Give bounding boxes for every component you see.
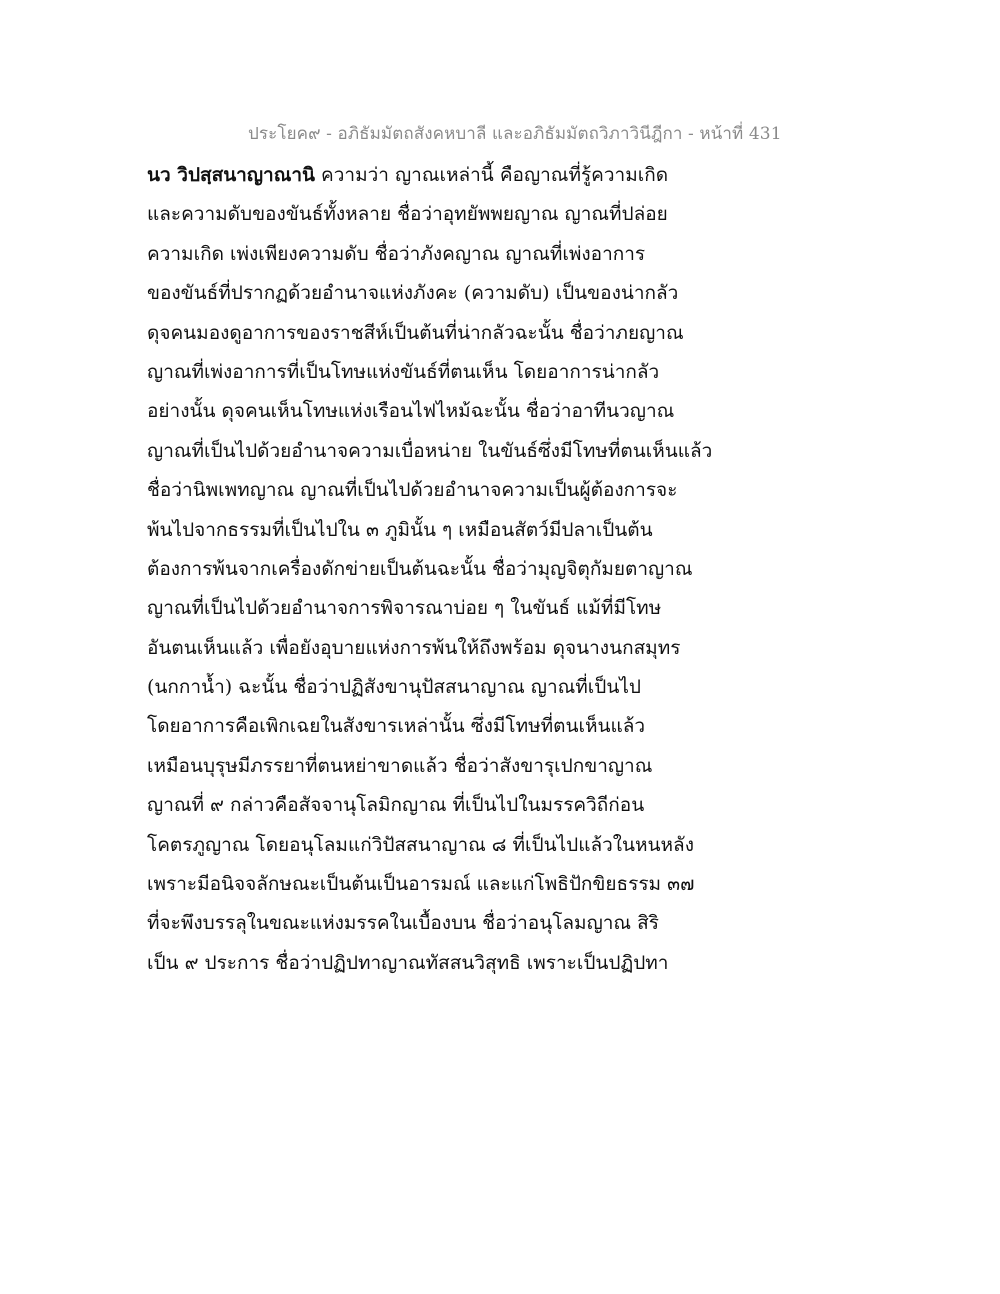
text-line: (นกกาน้ำ) ฉะนั้น ชื่อว่าปฏิสังขานุปัสสนาญาณ ญาณที่เป็นไป — [147, 676, 641, 699]
text-line: อย่างนั้น ดุจคนเห็นโทษแห่งเรือนไฟไหม้ฉะนั้น ชื่อว่าอาทีนวญาณ — [147, 400, 675, 423]
text-line: อันตนเห็นแล้ว เพื่อยังอุบายแห่งการพ้นให้ถึงพร้อม ดุจนางนกสมุทร — [147, 636, 681, 659]
text-line: และความดับของขันธ์ทั้งหลาย ชื่อว่าอุทยัพพยญาณ ญาณที่ปล่อย — [147, 203, 668, 226]
text-line: โดยอาการคือเพิกเฉยในสังขารเหล่านั้น ซึ่งมีโทษที่ตนเห็นแล้ว — [147, 715, 646, 738]
text-line: ดุจคนมองดูอาการของราชสีห์เป็นต้นที่น่ากลัวฉะนั้น ชื่อว่าภยญาณ — [147, 321, 684, 344]
text-line: ญาณที่ ๙ กล่าวคือสัจจานุโลมิกญาณ ที่เป็นไปในมรรควิถีก่อน — [147, 794, 645, 817]
body-text — [147, 156, 867, 983]
text-line: เพราะมีอนิจจลักษณะเป็นต้นเป็นอารมณ์ และแก่โพธิปักขิยธรรม ๓๗ — [147, 873, 695, 896]
text-line: ญาณที่เป็นไปด้วยอำนาจความเบื่อหน่าย ในขันธ์ซึ่งมีโทษที่ตนเห็นแล้ว — [147, 439, 713, 462]
text-line: พ้นไปจากธรรมที่เป็นไปใน ๓ ภูมินั้น ๆ เหมือนสัตว์มีปลาเป็นต้น — [147, 518, 653, 541]
text-line: โคตรภูญาณ โดยอนุโลมแก่วิปัสสนาญาณ ๘ ที่เป็นไปแล้วในหนหลัง — [147, 833, 694, 856]
text-line: เป็น ๙ ประการ ชื่อว่าปฏิปทาญาณทัสสนวิสุทธิ เพราะเป็นปฏิปทา — [147, 951, 669, 974]
text-line: เหมือนบุรุษมีภรรยาที่ตนหย่าขาดแล้ว ชื่อว่าสังขารุเปกขาญาณ — [147, 754, 653, 777]
text-line: ที่จะพึงบรรลุในขณะแห่งมรรคในเบื้องบน ชื่อว่าอนุโลมญาณ สิริ — [147, 912, 659, 935]
text-line-1 — [147, 156, 867, 195]
text-line: ความเกิด เพ่งเพียงความดับ ชื่อว่าภังคญาณ ญาณที่เพ่งอาการ — [147, 242, 646, 265]
lead-term: นว วิปสฺสนาญาณานิ — [147, 164, 315, 186]
text-line: ญาณที่เพ่งอาการที่เป็นโทษแห่งขันธ์ที่ตนเห็น โดยอาการน่ากลัว — [147, 360, 660, 383]
first-line-text: ความว่า ญาณเหล่านี้ คือญาณที่รู้ความเกิด — [315, 164, 669, 186]
running-header: ประโยค๙ - อภิธัมมัตถสังคหบาลี และอภิธัมมัตถวิภาวินีฎีกา - หน้าที่ 431 — [248, 124, 782, 144]
text-line: ของขันธ์ที่ปรากฏด้วยอำนาจแห่งภังคะ (ความดับ) เป็นของน่ากลัว — [147, 282, 679, 305]
text-line: ต้องการพ้นจากเครื่องดักข่ายเป็นต้นฉะนั้น ชื่อว่ามุญจิตุกัมยตาญาณ — [147, 557, 693, 580]
text-line: ญาณที่เป็นไปด้วยอำนาจการพิจารณาบ่อย ๆ ในขันธ์ แม้ที่มีโทษ — [147, 597, 662, 620]
text-line: ชื่อว่านิพเพทญาณ ญาณที่เป็นไปด้วยอำนาจความเป็นผู้ต้องการจะ — [147, 479, 678, 502]
